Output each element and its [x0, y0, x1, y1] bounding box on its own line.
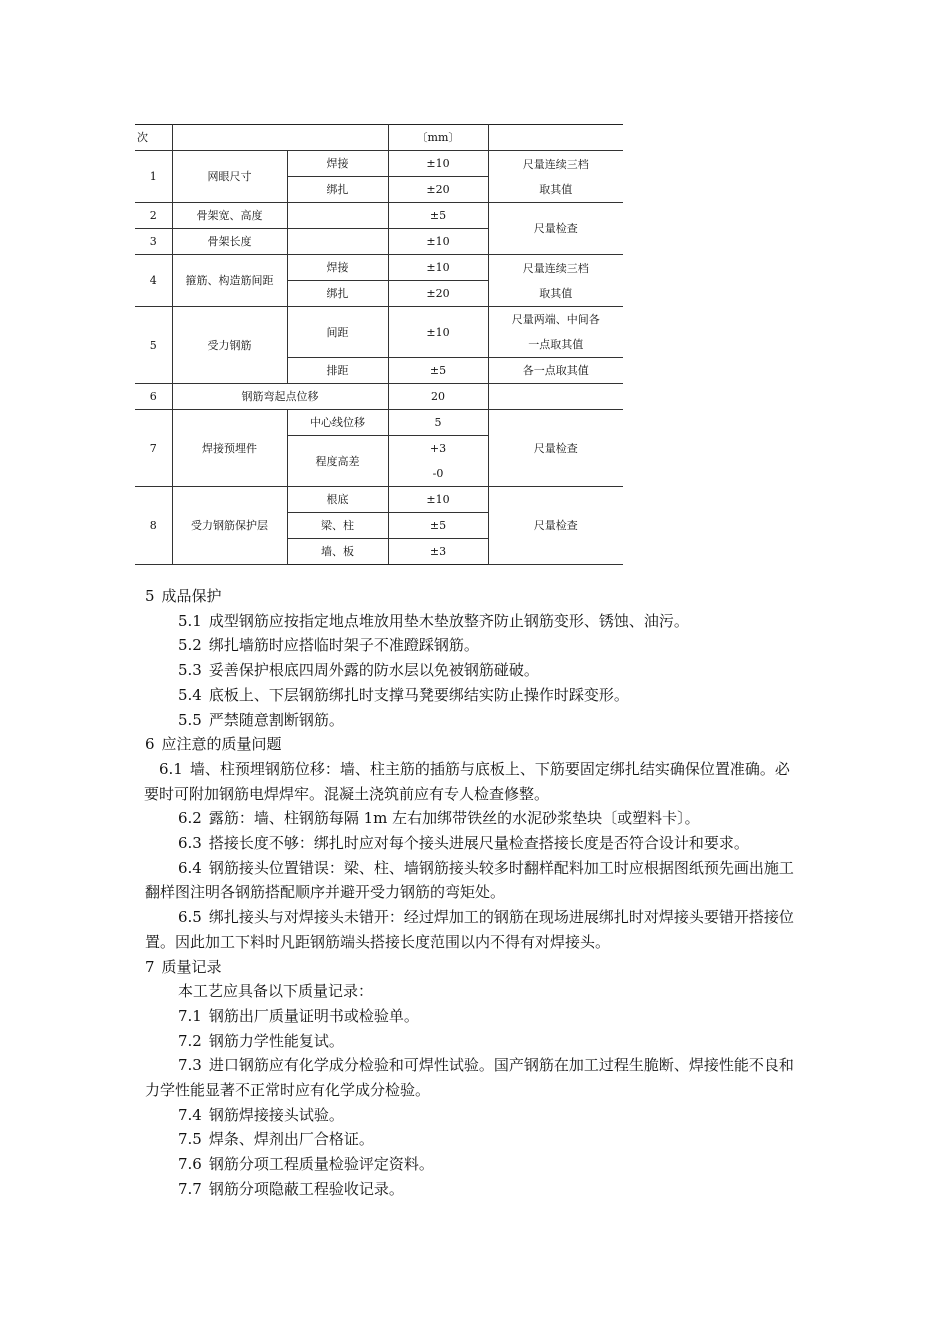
table-row — [135, 255, 623, 281]
table-cell: 间距 — [287, 307, 388, 358]
item-number: 6.2 — [178, 809, 202, 828]
section-title: 质量记录 — [161, 957, 222, 976]
table-cell — [488, 307, 623, 358]
table-row — [135, 307, 623, 358]
table-cell: 7 — [135, 410, 172, 487]
table-cell: 3 — [135, 229, 172, 255]
table-cell — [172, 125, 388, 151]
table-cell — [287, 229, 388, 255]
cell-line: 取其值 — [539, 286, 573, 300]
list-item — [145, 1152, 815, 1177]
table-cell: 焊接 — [287, 255, 388, 281]
cell-line: 尺量连续三档 — [522, 157, 589, 171]
table-cell: 4 — [135, 255, 172, 307]
table-cell: 钢筋弯起点位移 — [172, 384, 388, 410]
item-text: 妥善保护根底四周外露的防水层以免被钢筋碰破。 — [208, 661, 539, 680]
item-text: 露筋：墙、柱钢筋每隔 1m 左右加绑带铁丝的水泥砂浆垫块〔或塑料卡〕。 — [208, 809, 700, 828]
table-cell: ±3 — [388, 539, 488, 565]
table-cell: 网眼尺寸 — [172, 151, 287, 203]
table-cell — [388, 436, 488, 487]
table-row — [135, 125, 623, 151]
table-cell: 中心线位移 — [287, 410, 388, 436]
list-item — [145, 831, 815, 856]
item-number: 7.6 — [178, 1155, 202, 1174]
list-item — [145, 1103, 815, 1128]
table-cell: 2 — [135, 203, 172, 229]
table-cell: 箍筋、构造筋间距 — [172, 255, 287, 307]
table-cell — [287, 203, 388, 229]
item-text: 钢筋力学性能复试。 — [208, 1031, 344, 1050]
section-title: 应注意的质量问题 — [161, 735, 282, 754]
cell-line: -0 — [432, 467, 444, 480]
table-cell: ±5 — [388, 358, 488, 384]
section-number: 6 — [145, 735, 155, 754]
list-item — [145, 806, 815, 831]
cell-line: +3 — [429, 442, 447, 455]
section-heading — [145, 955, 815, 980]
table-cell: 20 — [388, 384, 488, 410]
item-text: 搭接长度不够：绑扎时应对每个接头进展尺量检查搭接长度是否符合设计和要求。 — [208, 834, 749, 853]
section-number: 7 — [145, 957, 155, 976]
item-text: 严禁随意割断钢筋。 — [208, 710, 344, 729]
list-item — [145, 633, 815, 658]
item-number: 5.3 — [178, 661, 202, 680]
table-row — [135, 151, 623, 177]
item-number: 5.5 — [178, 710, 202, 729]
table-cell: ±20 — [388, 177, 488, 203]
table-cell — [488, 125, 623, 151]
table-cell: ±10 — [388, 487, 488, 513]
tolerance-table — [135, 124, 623, 565]
table-cell: ±10 — [388, 255, 488, 281]
item-text: 成型钢筋应按指定地点堆放用垫木垫放整齐防止钢筋变形、锈蚀、油污。 — [208, 611, 689, 630]
table-cell: 5 — [388, 410, 488, 436]
table-cell: 排距 — [287, 358, 388, 384]
cell-line: 尺量连续三档 — [522, 261, 589, 275]
table-cell: ±5 — [388, 513, 488, 539]
item-text: 底板上、下层钢筋绑扎时支撑马凳要绑结实防止操作时踩变形。 — [208, 685, 629, 704]
table-cell: 尺量检查 — [488, 487, 623, 565]
item-text: 焊条、焊剂出厂合格证。 — [208, 1130, 374, 1149]
item-text: 钢筋出厂质量证明书或检验单。 — [208, 1006, 419, 1025]
list-item — [145, 905, 795, 954]
table-cell: 绑扎 — [287, 177, 388, 203]
cell-line: 取其值 — [539, 182, 573, 196]
table-row — [135, 203, 623, 229]
item-number: 7.4 — [178, 1105, 202, 1124]
table-cell: 受力钢筋 — [172, 307, 287, 384]
table-cell: 骨架宽、高度 — [172, 203, 287, 229]
item-number: 6.4 — [178, 858, 202, 877]
table-cell: 受力钢筋保护层 — [172, 487, 287, 565]
list-item — [144, 757, 794, 806]
table-cell — [488, 151, 623, 203]
item-text: 钢筋接头位置错误：梁、柱、墙钢筋接头较多时翻样配料加工时应根据图纸预先画出施工翻样图注明各钢筋搭配顺序并避开受力钢筋的弯矩处。 — [145, 858, 794, 902]
item-text: 钢筋分项隐蔽工程验收记录。 — [208, 1179, 404, 1198]
section-title: 成品保护 — [161, 587, 222, 605]
list-item — [145, 609, 815, 634]
list-item — [145, 658, 815, 683]
item-number: 7.2 — [178, 1031, 202, 1050]
table-cell: 绑扎 — [287, 281, 388, 307]
table-cell: ±10 — [388, 229, 488, 255]
table-cell: 尺量检查 — [488, 203, 623, 255]
list-item — [145, 683, 815, 708]
table-cell: 1 — [135, 151, 172, 203]
section-number: 5 — [145, 587, 155, 605]
list-item — [145, 708, 815, 733]
list-item — [145, 1004, 815, 1029]
table-cell — [488, 384, 623, 410]
table-cell: ±5 — [388, 203, 488, 229]
section-heading — [145, 584, 815, 609]
item-number: 6.5 — [178, 908, 202, 927]
table-cell: 次 — [135, 125, 172, 151]
item-text: 进口钢筋应有化学成分检验和可焊性试验。国产钢筋在加工过程生脆断、焊接性能不良和力学性能显著不正常时应有化学成分检验。 — [145, 1056, 794, 1100]
table-cell: 5 — [135, 307, 172, 384]
table-cell — [488, 255, 623, 307]
list-item — [145, 1053, 795, 1102]
table-cell: 焊接 — [287, 151, 388, 177]
item-number: 6.1 — [159, 759, 183, 778]
list-item — [145, 1127, 815, 1152]
list-item — [145, 1177, 815, 1202]
table-cell: 梁、柱 — [287, 513, 388, 539]
table-cell: 根底 — [287, 487, 388, 513]
list-item — [145, 856, 795, 905]
cell-line: 一点取其值 — [528, 338, 584, 351]
section-heading — [145, 732, 815, 757]
item-number: 5.4 — [178, 685, 202, 704]
item-text: 绑扎接头与对焊接头未错开：经过焊加工的钢筋在现场进展绑扎时对焊接头要错开搭接位置。因此加工下料时凡距钢筋端头搭接长度范围以内不得有对焊接头。 — [145, 908, 794, 951]
table-cell: 〔mm〕 — [388, 125, 488, 151]
item-text: 钢筋焊接接头试验。 — [208, 1105, 344, 1124]
table-cell: 6 — [135, 384, 172, 410]
cell-line: 尺量两端、中间各 — [511, 313, 600, 326]
item-number: 7.1 — [178, 1006, 202, 1025]
table-cell: 各一点取其值 — [488, 358, 623, 384]
item-text: 钢筋分项工程质量检验评定资料。 — [208, 1155, 434, 1174]
item-text: 墙、柱预埋钢筋位移：墙、柱主筋的插筋与底板上、下筋要固定绑扎结实确保位置准确。必要时可附加钢筋电焊焊牢。混凝土浇筑前应有专人检查修整。 — [144, 759, 790, 803]
intro-text: 本工艺应具备以下质量记录： — [178, 982, 374, 1001]
item-number: 5.1 — [178, 611, 202, 630]
table-row — [135, 410, 623, 436]
item-number: 6.3 — [178, 834, 202, 853]
table-cell: 8 — [135, 487, 172, 565]
table-cell: 焊接预埋件 — [172, 410, 287, 487]
item-number: 7.7 — [178, 1179, 202, 1198]
table-row — [135, 384, 623, 410]
table-row — [135, 487, 623, 513]
table-cell: 骨架长度 — [172, 229, 287, 255]
table-cell: ±20 — [388, 281, 488, 307]
table-cell: ±10 — [388, 151, 488, 177]
item-number: 7.5 — [178, 1130, 202, 1149]
item-text: 绑扎墙筋时应搭临时架子不准蹬踩钢筋。 — [208, 636, 479, 655]
table-cell: 尺量检查 — [488, 410, 623, 487]
list-item — [145, 1029, 815, 1054]
item-number: 7.3 — [178, 1056, 202, 1075]
table-cell: 墙、板 — [287, 539, 388, 565]
table-cell: ±10 — [388, 307, 488, 358]
item-number: 5.2 — [178, 636, 202, 655]
table-cell: 程度高差 — [287, 436, 388, 487]
document-body — [145, 584, 815, 1202]
